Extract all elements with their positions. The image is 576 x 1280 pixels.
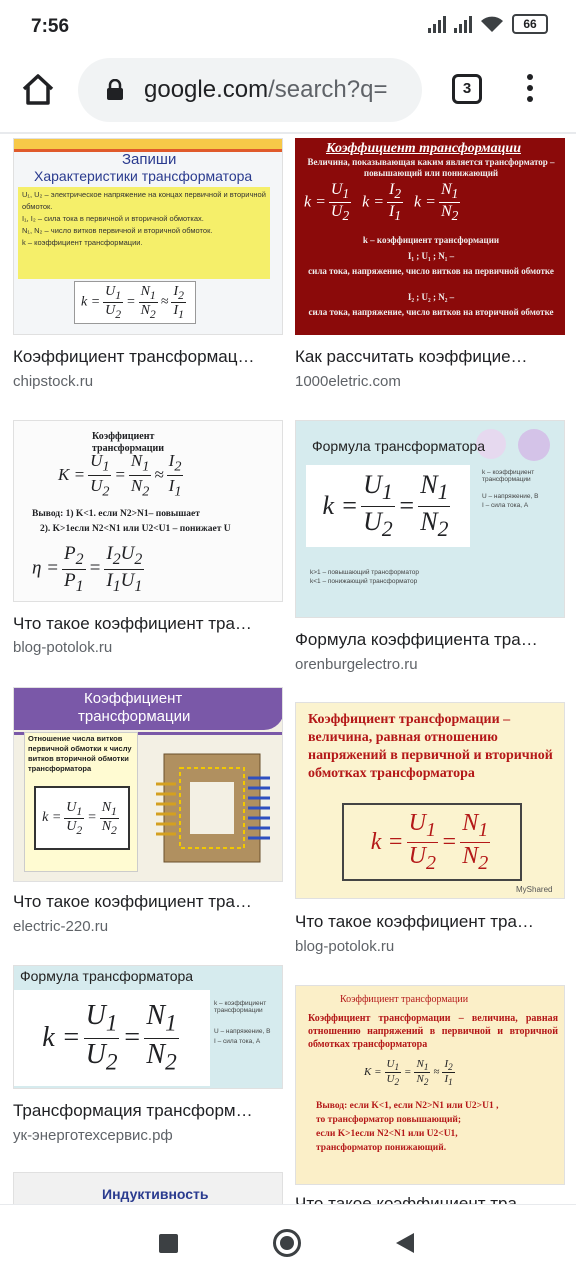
thumb-note: I – сила тока, А (482, 502, 529, 509)
url-domain: google.com (144, 76, 269, 103)
thumb-heading: Коэффициент трансформации (326, 141, 521, 156)
tab-switcher-button[interactable]: 3 (452, 74, 482, 104)
thumb-text: трансформатор понижающий. (316, 1143, 447, 1153)
result-title[interactable]: Трансформация трансформ… (13, 1101, 253, 1120)
thumb-note: k – коэффициент трансформации (214, 1000, 267, 1014)
wifi-icon (480, 15, 504, 33)
result-thumbnail[interactable] (295, 420, 565, 618)
formula: k = $\frac{U_1}{U_2}$ = $\frac{N_1}{N_2}$ (342, 803, 522, 881)
thumb-text: Вывод: если K<1, если N2>N1 или U2>U1 , (316, 1101, 499, 1111)
thumb-text: сила тока, напряжение, число витков на вторичной обмотке (308, 307, 554, 317)
thumb-text: то трансформатор повышающий; (316, 1115, 462, 1125)
formula: K = $\frac{U_1}{U_2}$ = $\frac{N_1}{N_2}$ ≈ $\frac{I_2}{I_1}$ (364, 1058, 453, 1088)
cell-signal-icon (428, 15, 446, 33)
thumb-text: если K>1если N2<N1 или U2<U1, (316, 1129, 458, 1139)
recents-button[interactable] (159, 1234, 178, 1253)
result-thumbnail[interactable] (295, 138, 565, 335)
thumb-heading: Характеристики трансформатора (34, 168, 253, 184)
url-text (144, 76, 414, 104)
formula: k = $\frac{U_1}{U_2}$ = $\frac{N_1}{N_2}$ (14, 990, 210, 1086)
thumb-text: Отношение числа витков первичной обмотки к числу витков вторичной обмотки трансформатора (28, 734, 132, 773)
result-thumbnail[interactable] (13, 420, 283, 602)
formula: η = $\frac{P_2}{P_1}$ = $\frac{I_2U_2}{I_1U_1}$ (32, 543, 143, 595)
formula: k = $\frac{U_1}{U_2}$ k = $\frac{I_2}{I_1}$ k = $\frac{N_1}{N_2}$ (304, 181, 459, 224)
home-nav-button[interactable] (273, 1229, 301, 1257)
result-title[interactable]: Что такое коэффициент тра… (13, 614, 252, 633)
home-icon[interactable] (18, 70, 58, 110)
thumb-brand: MyShared (516, 885, 553, 894)
thumb-bullet: k – коэффициент трансформации. (22, 238, 143, 247)
system-nav-bar (0, 1204, 576, 1280)
thumb-text: Величина, показывающая каким является трансформатор – повышающий или понижающий (307, 157, 555, 178)
transformer-illustration (142, 738, 282, 878)
formula: k = $\frac{U_1}{U_2}$ = $\frac{N_1}{N_2}$ ≈ $\frac{I_2}{I_1}$ (74, 281, 196, 324)
thumb-heading: Формула трансформатора (312, 438, 486, 454)
result-title[interactable]: Как рассчитать коэффицие… (295, 347, 528, 366)
thumb-heading: Коэффициент трансформации (340, 994, 469, 1005)
thumb-text: Вывод: 1) K<1. если N2>N1– повышает (32, 509, 200, 519)
thumb-bullets (18, 187, 270, 279)
thumb-bullet: U₁, U₂ – электрическое напряжение на концах первичной и вторичной обмоток. (22, 190, 266, 211)
result-source[interactable]: ук-энерготехсервис.рф (13, 1127, 173, 1144)
thumb-heading: Запиши (122, 151, 177, 168)
result-thumbnail[interactable] (295, 985, 565, 1185)
thumb-bullet: I₁, I₂ – сила тока в первичной и вторичной обмотках. (22, 214, 204, 223)
result-source[interactable]: blog-potolok.ru (13, 639, 113, 656)
result-title[interactable]: Коэффициент трансформац… (13, 347, 255, 366)
thumb-note: k<1 – понижающий трансформатор (310, 578, 418, 585)
thumb-note: U – напряжение, В (482, 493, 539, 500)
thumb-text: Коэффициент трансформации – величина, равная отношению напряжений в первичной и вторичной обмотках трансформатора (308, 1013, 558, 1050)
thumb-text: k – коэффициент трансформации (362, 235, 500, 245)
result-thumbnail[interactable] (13, 965, 283, 1089)
thumb-heading: трансформации (78, 708, 191, 725)
formula: k = $\frac{U_1}{U_2}$ = $\frac{N_1}{N_2}$ (306, 465, 470, 547)
result-source[interactable]: 1000eletric.com (295, 373, 401, 390)
back-button[interactable] (396, 1233, 414, 1253)
result-source[interactable]: orenburgelectro.ru (295, 656, 418, 673)
thumb-text: сила тока, напряжение, число витков на первичной обмотке (308, 266, 554, 276)
status-time: 7:56 (31, 16, 70, 37)
thumb-text: I₁ ; U₁ ; N₁ – (407, 251, 455, 261)
result-source[interactable]: chipstock.ru (13, 373, 94, 390)
thumb-bullet: N₁, N₂ – число витков первичной и вторичной обмоток. (22, 226, 213, 235)
result-source[interactable]: blog-potolok.ru (295, 938, 395, 955)
result-title[interactable]: Формула коэффициента тра… (295, 630, 538, 649)
result-title[interactable]: Что такое коэффициент тра… (295, 912, 534, 931)
address-bar[interactable] (78, 58, 422, 122)
thumb-text: Коэффициент трансформации – величина, равная отношению напряжений в первичной и вторичной обмотках трансформатора (308, 712, 553, 781)
thumb-text: 2). K>1если N2<N1 или U2<U1 – понижает U (40, 524, 231, 534)
formula: k = $\frac{U_1}{U_2}$ = $\frac{N_1}{N_2}$ (34, 786, 130, 850)
overflow-menu-icon[interactable] (520, 74, 540, 106)
result-thumbnail[interactable] (295, 702, 565, 899)
browser-toolbar (0, 56, 576, 126)
cell-signal-2-icon (454, 15, 472, 33)
status-icons (428, 14, 548, 34)
result-thumbnail[interactable] (13, 138, 283, 335)
lock-icon (105, 79, 125, 101)
result-thumbnail[interactable] (13, 687, 283, 882)
result-title[interactable]: Что такое коэффициент тра… (13, 892, 252, 911)
thumb-text: I₂ ; U₂ ; N₂ – (407, 292, 455, 302)
toolbar-divider (0, 132, 576, 134)
result-source[interactable]: electric-220.ru (13, 918, 109, 935)
thumb-heading: трансформации (92, 443, 165, 454)
thumb-note: k – коэффициент трансформации (482, 469, 535, 483)
thumb-note: k>1 – повышающий трансформатор (310, 569, 419, 576)
status-bar (0, 0, 576, 56)
formula: K = $\frac{U_1}{U_2}$ = $\frac{N_1}{N_2}$ ≈ $\frac{I_2}{I_1}$ (58, 451, 182, 500)
thumb-note: I – сила тока, А (214, 1038, 261, 1045)
thumb-heading: Коэффициент (84, 690, 183, 707)
thumb-heading: Коэффициент (92, 431, 155, 442)
thumb-heading: Индуктивность (102, 1186, 209, 1202)
battery-icon: 66 (512, 14, 548, 34)
thumb-note: U – напряжение, В (214, 1028, 271, 1035)
url-path: /search?q= (268, 76, 388, 103)
thumb-heading: Формула трансформатора (20, 968, 194, 984)
